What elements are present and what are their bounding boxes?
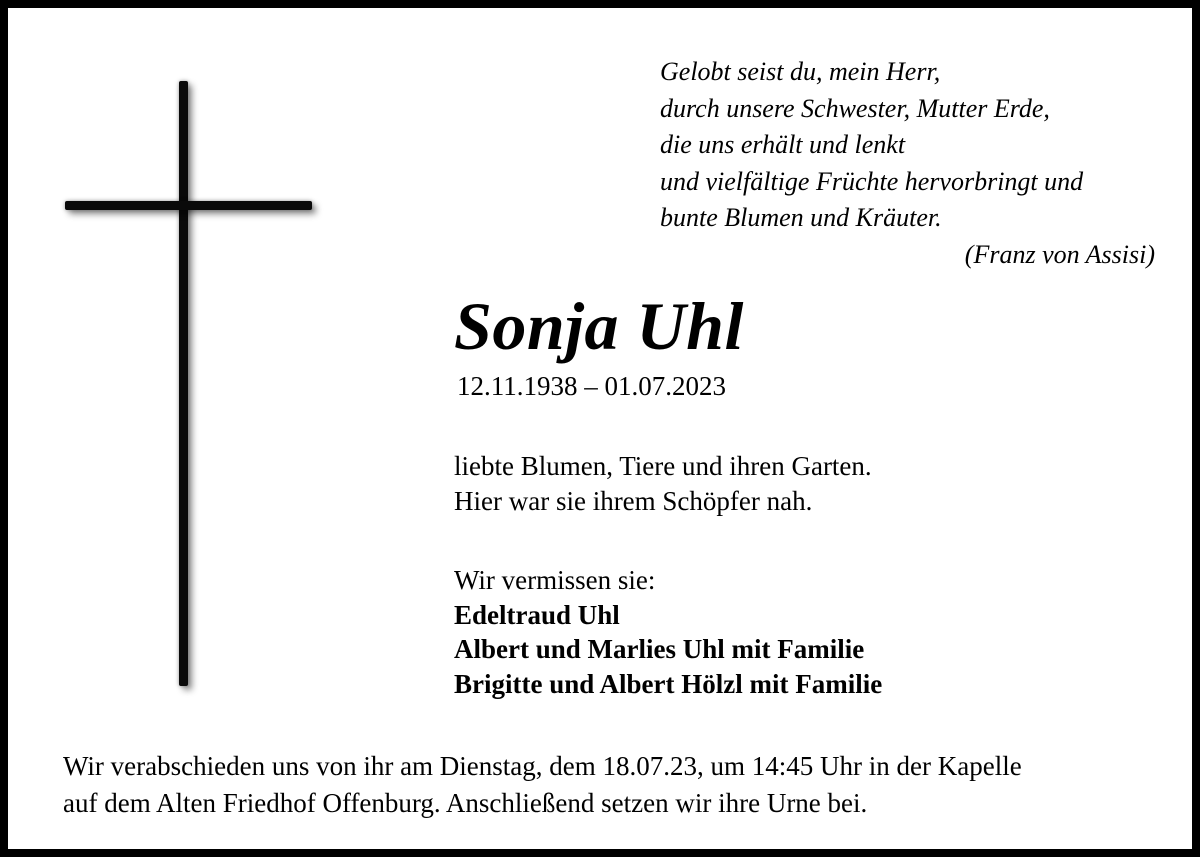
poem-line: durch unsere Schwester, Mutter Erde, xyxy=(660,93,1050,123)
deceased-name: Sonja Uhl xyxy=(454,288,744,364)
cross-horizontal-beam xyxy=(65,201,312,210)
mourner-name: Edeltraud Uhl xyxy=(454,599,620,630)
about-text xyxy=(454,449,872,518)
cross-vertical-beam xyxy=(179,81,188,686)
poem-quote xyxy=(660,54,1160,237)
farewell-line: Wir verabschieden uns von ihr am Dienstag, dem 18.07.23, um 14:45 Uhr in der Kapelle xyxy=(63,751,1022,781)
life-dates: 12.11.1938 – 01.07.2023 xyxy=(457,371,726,401)
farewell-line: auf dem Alten Friedhof Offenburg. Anschließend setzen wir ihre Urne bei. xyxy=(63,788,868,818)
mourners-list xyxy=(454,563,882,701)
farewell-announcement xyxy=(63,748,1022,822)
poem-line: Gelobt seist du, mein Herr, xyxy=(660,57,941,86)
poem-line: und vielfältige Früchte hervorbringt und xyxy=(660,166,1084,196)
mourner-name: Albert und Marlies Uhl mit Familie xyxy=(454,634,865,664)
mourner-name: Brigitte und Albert Hölzl mit Familie xyxy=(454,668,883,699)
about-line: liebte Blumen, Tiere und ihren Garten. xyxy=(454,451,872,481)
about-line: Hier war sie ihrem Schöpfer nah. xyxy=(454,485,813,516)
poem-line: bunte Blumen und Kräuter. xyxy=(660,203,942,232)
mourners-intro: Wir vermissen sie: xyxy=(454,565,656,595)
poem-line: die uns erhält und lenkt xyxy=(660,130,906,159)
poem-author: (Franz von Assisi) xyxy=(964,240,1155,269)
